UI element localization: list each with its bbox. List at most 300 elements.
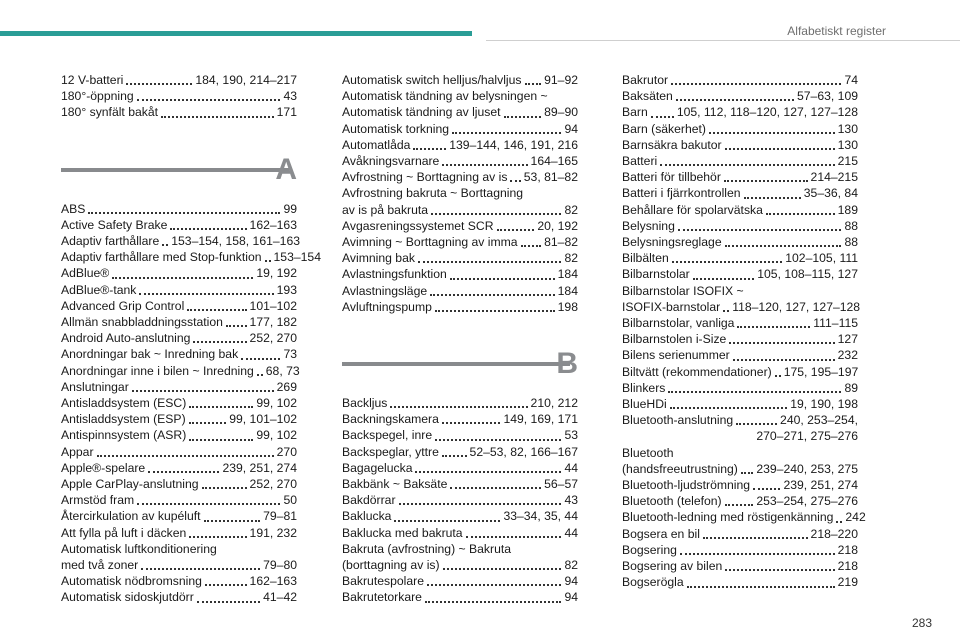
dot-leader [725, 244, 842, 247]
dot-leader [670, 406, 788, 409]
index-entry [622, 202, 858, 218]
index-entry [61, 508, 297, 524]
index-entry [622, 526, 858, 542]
index-entry-pages: 232 [837, 348, 858, 363]
index-entry-pages: 99 [283, 201, 297, 216]
index-entry-term: Behållare för spolarvätska [622, 202, 763, 217]
dot-leader [741, 471, 753, 474]
index-entry-pages: 105, 108–115, 127 [757, 267, 858, 282]
dot-leader [680, 552, 835, 555]
index-entry-term-line: Bakruta (avfrostning) ~ Bakruta [342, 541, 512, 556]
index-entry-pages: 44 [564, 460, 578, 475]
index-entry-term: Biltvätt (rekommendationer) [622, 364, 772, 379]
index-entry-pages: 79–81 [263, 509, 297, 524]
index-entry-term: Antisladdsystem (ESP) [61, 412, 186, 427]
index-entry [342, 299, 578, 315]
index-entry [342, 508, 578, 524]
section-spacer [61, 121, 297, 151]
index-entry [342, 218, 578, 234]
dot-leader [678, 228, 842, 231]
index-entry-term: Automatlåda [342, 137, 411, 152]
dot-leader [450, 277, 555, 280]
index-entry-term: Backljus [342, 396, 388, 411]
dot-leader [504, 115, 542, 118]
index-entry-pages: 81–82 [544, 235, 578, 250]
index-entry-term: Bakdörrar [342, 493, 396, 508]
dot-leader [148, 470, 219, 473]
dot-leader [390, 405, 527, 408]
index-entry-pages: 153–154 [273, 250, 321, 265]
dot-leader [126, 82, 192, 85]
index-entry-pages: 73 [283, 347, 297, 362]
index-entry [622, 574, 858, 590]
index-entry-term: Baklucka [342, 509, 392, 524]
index-column-3 [622, 72, 866, 591]
index-entry-pages: 89–90 [544, 105, 578, 120]
index-entry-pages: 239, 251, 274 [783, 478, 858, 493]
page-header-title: Alfabetiskt register [787, 24, 886, 38]
index-entry-term: Avgasreningssystemet SCR [342, 218, 494, 233]
dot-leader [766, 212, 835, 215]
dot-leader [442, 454, 467, 457]
index-entry-term: Avlastningsfunktion [342, 267, 447, 282]
index-entry [342, 460, 578, 476]
dot-leader [497, 228, 535, 231]
index-entry-pages: 19, 192 [256, 266, 297, 281]
index-entry [61, 233, 301, 249]
index-entry [342, 573, 578, 589]
index-entry-term: Bilbarnstolar [622, 267, 690, 282]
index-entry [342, 476, 578, 492]
dot-leader [189, 535, 246, 538]
index-entry-term: Bogserögla [622, 575, 684, 590]
index-entry-term: Baklucka med bakruta [342, 525, 463, 540]
dot-leader [725, 568, 834, 571]
index-entry-term: Bluetooth-anslutning [622, 413, 734, 428]
dot-leader [193, 340, 246, 343]
dot-leader [226, 324, 247, 327]
dot-leader [202, 486, 247, 489]
index-entry-term: 12 V-batteri [61, 73, 124, 87]
index-entry [622, 137, 858, 153]
index-entry-term: Avåkningsvarnare [342, 154, 440, 169]
dot-leader [187, 308, 246, 311]
index-entry-pages: 118–120, 127, 127–128 [732, 299, 861, 314]
dot-leader [651, 115, 674, 118]
index-entry-pages: 239–240, 253, 275 [756, 461, 858, 476]
index-entry-term: Automatisk sidoskjutdörr [61, 590, 194, 605]
index-entry [61, 314, 297, 330]
index-entry [622, 234, 858, 250]
index-entry-term: Avimning ~ Borttagning av imma [342, 235, 518, 250]
index-entry [342, 104, 578, 120]
dot-leader [744, 196, 801, 199]
index-entry-pages: 99, 101–102 [229, 412, 297, 427]
index-entry-pages: 99, 102 [256, 428, 297, 443]
index-entry [622, 104, 858, 120]
index-entry-pages: 162–163 [249, 574, 297, 589]
index-entry-pages: 94 [564, 121, 578, 136]
index-entry-pages: 89 [844, 380, 858, 395]
index-entry-term-line: Bluetooth [622, 445, 674, 460]
index-entry [61, 249, 321, 265]
index-entry [342, 202, 578, 218]
index-entry-pages: 43 [564, 493, 578, 508]
index-entry [622, 493, 858, 509]
index-entry [622, 185, 858, 201]
dot-leader [399, 502, 562, 505]
index-entry-pages: 149, 169, 171 [503, 412, 578, 427]
index-entry-term: Bluetooth-ljudströmning [622, 478, 751, 493]
index-entry-term: Baksäten [622, 89, 673, 104]
dot-leader [97, 454, 274, 457]
index-entry-pages: 171 [276, 105, 297, 120]
index-entry-term: Android Auto-anslutning [61, 331, 191, 346]
index-entry-term: Automatisk nödbromsning [61, 574, 202, 589]
index-entry-term: (handsfreeutrustning) [622, 461, 738, 476]
index-entry-term: Bagagelucka [342, 460, 413, 475]
index-entry-pages: 53 [564, 428, 578, 443]
dot-leader [442, 163, 527, 166]
index-column-2 [342, 72, 578, 606]
index-entry-term: ABS [61, 201, 86, 216]
index-entry-pages: 105, 112, 118–120, 127, 127–128 [676, 105, 858, 120]
index-entry-term: Bilens serienummer [622, 348, 730, 363]
index-entry [342, 153, 578, 169]
dot-leader [162, 243, 168, 246]
dot-leader [189, 405, 253, 408]
dot-leader [141, 567, 260, 570]
index-entry [622, 477, 858, 493]
index-entry-term: Bilbarnstolar, vanliga [622, 316, 735, 331]
index-entry-pages: 68, 73 [265, 363, 300, 378]
index-entry [342, 72, 578, 88]
dot-leader [394, 519, 500, 522]
index-entry-term-line: Bilbarnstolar ISOFIX ~ [622, 283, 744, 298]
index-entry [61, 72, 297, 88]
index-entry-pages: 215 [837, 154, 858, 169]
section-letter: B [556, 347, 578, 381]
index-entry-pages: 240, 253–254, [780, 413, 858, 428]
index-entry-term: Active Safety Brake [61, 217, 168, 232]
dot-leader [671, 82, 841, 85]
dot-leader [189, 438, 253, 441]
index-entry [622, 121, 858, 137]
index-entry [342, 137, 578, 153]
index-entry-term: Bluetooth-ledning med röstigenkänning [622, 510, 834, 525]
index-entry-term: Apple CarPlay-anslutning [61, 477, 199, 492]
index-entry-pages: 111–115 [813, 316, 858, 331]
dot-leader [137, 98, 281, 101]
index-entry-pages: 41–42 [263, 590, 297, 605]
index-entry [61, 346, 297, 362]
index-entry [61, 525, 297, 541]
dot-leader [170, 227, 246, 230]
index-entry-pages: 175, 195–197 [783, 364, 859, 379]
index-entry-pages: 242 [845, 510, 866, 525]
index-entry [61, 589, 297, 605]
index-entry [622, 331, 858, 347]
index-entry-term: Bakrutor [622, 73, 669, 87]
index-entry [342, 395, 578, 411]
index-entry [61, 379, 297, 395]
dot-leader [660, 163, 834, 166]
index-entry-pages: 218 [837, 559, 858, 574]
index-entry-pages: 191, 232 [249, 525, 297, 540]
index-entry-pages: 94 [564, 574, 578, 589]
dot-leader [693, 277, 754, 280]
index-entry-pages: 88 [844, 235, 858, 250]
index-entry-pages: 74 [844, 73, 858, 87]
index-entry [342, 557, 578, 573]
dot-leader [668, 390, 841, 393]
index-entry [61, 217, 297, 233]
dot-leader [139, 292, 273, 295]
index-entry-term: Bogsering av bilen [622, 559, 723, 574]
index-entry-term: Avlastningsläge [342, 283, 428, 298]
index-entry-pages: 164–165 [530, 154, 578, 169]
index-entry-term: Appar [61, 444, 94, 459]
dot-leader [88, 211, 280, 214]
dot-leader [415, 470, 561, 473]
index-entry-term: Bakrutetorkare [342, 590, 422, 605]
index-entry [342, 427, 578, 443]
index-entry-pages: 35–36, 84 [803, 186, 858, 201]
index-entry [61, 427, 297, 443]
index-entry [622, 542, 858, 558]
index-entry-term: Bilbälten [622, 251, 669, 266]
dot-leader [775, 374, 781, 377]
index-entry-pages: 50 [283, 493, 297, 508]
dot-leader [137, 502, 280, 505]
index-entry-pages: 219 [837, 575, 858, 590]
index-entry [61, 573, 297, 589]
index-entry-term: AdBlue®-tank [61, 282, 137, 297]
index-entry-pages: 198 [557, 299, 578, 314]
index-entry-term: med två zoner [61, 558, 139, 573]
index-entry-pages: 139–144, 146, 191, 216 [449, 137, 578, 152]
section-letter-header [61, 151, 297, 197]
index-entry-pages: 94 [564, 590, 578, 605]
index-entry-term: 180° synfält bakåt [61, 105, 159, 120]
index-entry [622, 315, 858, 331]
index-entry-term: Belysning [622, 218, 675, 233]
header-rule [486, 40, 960, 41]
dot-leader [265, 259, 271, 262]
index-entry [622, 169, 858, 185]
index-entry [61, 282, 297, 298]
page-number: 283 [911, 616, 932, 630]
index-entry [342, 121, 578, 137]
index-entry-term: Bogsering [622, 542, 677, 557]
index-entry [622, 250, 858, 266]
dot-leader [241, 357, 280, 360]
index-entry [61, 104, 297, 120]
index-entry-pages: 252, 270 [249, 477, 297, 492]
index-entry [342, 169, 578, 185]
dot-leader [676, 98, 794, 101]
dot-leader [132, 389, 274, 392]
index-entry-pages: 82 [564, 558, 578, 573]
dot-leader [733, 358, 835, 361]
index-entry [61, 265, 297, 281]
index-entry-pages: 162–163 [249, 217, 297, 232]
index-entry-term: Barn (säkerhet) [622, 121, 706, 136]
index-entry-term: Anordningar inne i bilen ~ Inredning [61, 363, 254, 378]
index-entry [622, 380, 858, 396]
index-entry-pages: 57–63, 109 [797, 89, 858, 104]
dot-leader [525, 82, 542, 85]
dot-leader [112, 276, 253, 279]
index-entry [61, 363, 300, 379]
index-entry-term: Automatisk torkning [342, 121, 450, 136]
index-entry [342, 250, 578, 266]
index-entry-pages: 189 [837, 202, 858, 217]
index-entry-term: Antisladdsystem (ESC) [61, 396, 187, 411]
index-entry [61, 557, 297, 573]
dot-leader [427, 583, 561, 586]
index-entry-term: Allmän snabbladdningsstation [61, 315, 223, 330]
section-spacer [342, 315, 578, 345]
dot-leader [729, 341, 834, 344]
index-entry [61, 444, 297, 460]
index-entry [342, 411, 578, 427]
index-entry [622, 266, 858, 282]
index-entry [622, 299, 861, 315]
index-entry-term: Backspegel, inre [342, 428, 433, 443]
dot-leader [443, 567, 562, 570]
index-entry-term-line: Automatisk tändning av belysningen ~ [342, 89, 548, 104]
dot-leader [413, 147, 446, 150]
dot-leader [435, 309, 555, 312]
index-entry [622, 412, 858, 428]
index-entry-term: Avluftningspump [342, 299, 432, 314]
dot-leader [466, 535, 562, 538]
index-entry-term: Bilbarnstolen i-Size [622, 332, 727, 347]
index-entry-term: Anordningar bak ~ Inredning bak [61, 347, 239, 362]
index-entry [61, 88, 297, 104]
index-entry-term: 180°-öppning [61, 89, 134, 104]
index-entry-term: Batteri för tillbehör [622, 170, 721, 185]
section-letter: A [275, 152, 297, 186]
section-letter-header [342, 345, 578, 391]
index-entry-pages: 99, 102 [256, 396, 297, 411]
index-entry-term: Bluetooth (telefon) [622, 494, 722, 509]
dot-leader [836, 520, 842, 523]
index-entry-pages: 193 [276, 282, 297, 297]
index-entry [622, 396, 858, 412]
dot-leader [189, 421, 227, 424]
index-entry-pages: 253–254, 275–276 [756, 494, 858, 509]
dot-leader [510, 179, 520, 182]
index-entry-pages: 130 [837, 121, 858, 136]
index-entry [622, 72, 858, 88]
index-entry-pages: 52–53, 82, 166–167 [469, 444, 578, 459]
index-entry-term: Advanced Grip Control [61, 298, 185, 313]
index-entry-pages: 153–154, 158, 161–163 [171, 234, 301, 249]
dot-leader [425, 600, 562, 603]
index-entry-pages: 269 [276, 379, 297, 394]
index-entry-term: Batteri [622, 154, 658, 169]
index-entry-pages: 20, 192 [537, 218, 578, 233]
index-entry-pages: 252, 270 [249, 331, 297, 346]
section-divider-bar [342, 362, 570, 366]
index-entry-pages: 210, 212 [530, 396, 578, 411]
index-entry-term-line: Automatisk luftkonditionering [61, 541, 217, 556]
index-entry-term: AdBlue® [61, 266, 110, 281]
dot-leader [709, 131, 835, 134]
index-entry-pages: 56–57 [544, 477, 578, 492]
index-entry [622, 364, 858, 380]
index-entry [342, 266, 578, 282]
index-entry-pages: 53, 81–82 [523, 170, 578, 185]
index-entry-pages: 184 [557, 267, 578, 282]
index-entry [61, 411, 297, 427]
dot-leader [452, 131, 561, 134]
dot-leader [724, 179, 808, 182]
dot-leader [418, 260, 561, 263]
index-entry-pages: 44 [564, 525, 578, 540]
index-entry [61, 201, 297, 217]
index-entry-term: Adaptiv farthållare [61, 234, 160, 249]
index-entry [342, 444, 578, 460]
dot-leader [521, 244, 542, 247]
index-entry-pages: 88 [844, 218, 858, 233]
dot-leader [430, 293, 555, 296]
index-entry-term: Batteri i fjärrkontrollen [622, 186, 741, 201]
index-column-1 [61, 72, 321, 606]
dot-leader [205, 583, 247, 586]
index-entry-pages: 177, 182 [249, 315, 297, 330]
index-entry-pages: 102–105, 111 [785, 251, 858, 266]
index-entry-pages-continued: 270–271, 275–276 [756, 429, 858, 444]
index-entry-pages: 82 [564, 202, 578, 217]
index-entry-pages: 184 [557, 283, 578, 298]
index-entry-term: Automatisk switch helljus/halvljus [342, 73, 522, 87]
index-entry-pages: 19, 190, 198 [790, 397, 858, 412]
index-entry [61, 330, 297, 346]
dot-leader [687, 585, 835, 588]
index-entry-term: ISOFIX-barnstolar [622, 299, 721, 314]
index-entry [342, 283, 578, 299]
index-entry-pages: 130 [837, 137, 858, 152]
index-entry-pages: 270 [276, 444, 297, 459]
dot-leader [197, 600, 260, 603]
index-entry-term: Barnsäkra bakutor [622, 137, 722, 152]
index-entry [61, 460, 297, 476]
index-entry-term: Antispinnsystem (ASR) [61, 428, 187, 443]
index-entry-pages: 218 [837, 542, 858, 557]
dot-leader [725, 147, 835, 150]
dot-leader [753, 487, 780, 490]
index-entry-pages: 184, 190, 214–217 [195, 73, 297, 87]
dot-leader [204, 519, 261, 522]
index-entry-term: Armstöd fram [61, 493, 135, 508]
index-entry-term: Apple®-spelare [61, 460, 146, 475]
index-entry [622, 509, 866, 525]
index-entry-pages: 91–92 [544, 73, 578, 87]
index-entry-term: (borttagning av is) [342, 558, 440, 573]
index-entry [61, 476, 297, 492]
index-entry-term: Anslutningar [61, 379, 129, 394]
index-entry-term: Återcirkulation av kupéluft [61, 509, 201, 524]
header-accent-bar [0, 31, 472, 36]
index-entry-term: Avimning bak [342, 251, 415, 266]
section-divider-bar [61, 168, 289, 172]
dot-leader [161, 115, 274, 118]
index-entry-pages: 101–102 [249, 298, 297, 313]
index-entry-term: Backningskamera [342, 412, 439, 427]
